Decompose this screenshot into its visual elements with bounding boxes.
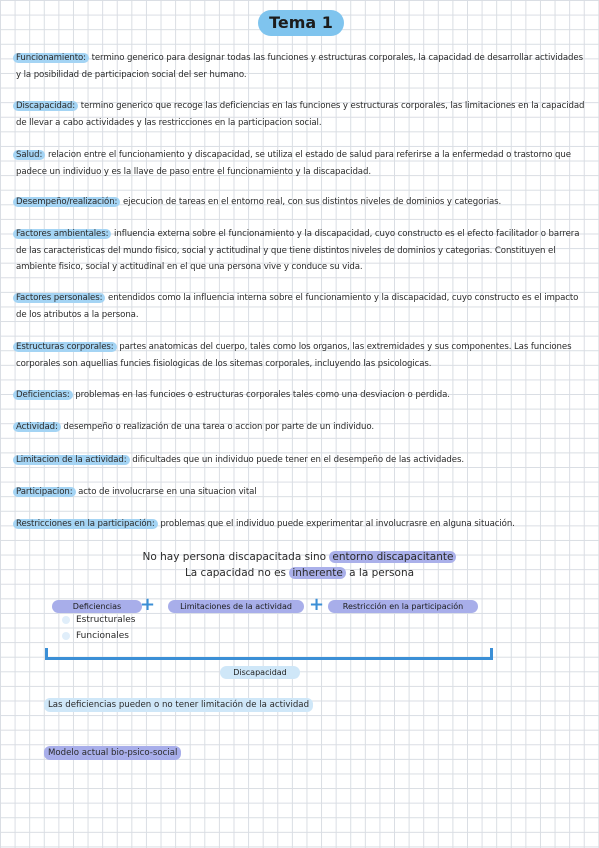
definition-actividad xyxy=(16,419,588,436)
bullet-label: Funcionales xyxy=(76,631,129,641)
diagram-box-restriccion: Restricción en la participación xyxy=(328,600,478,613)
definition-funcionamiento xyxy=(16,50,588,83)
term-label: Participacion: xyxy=(13,487,76,497)
definition-text: acto de involucrarse en una situacion vital xyxy=(75,487,257,497)
page-title: Tema 1 xyxy=(258,10,344,36)
term-label: Factores personales: xyxy=(13,293,105,303)
definition-participacion xyxy=(16,484,588,501)
definition-text: termino generico para designar todas las funciones y estructuras corporales, la capacidad de desarrollar actividades y la posibilidad de participacion social del ser humano. xyxy=(16,53,583,80)
quote-line-2 xyxy=(0,566,599,581)
definition-text: problemas que el individuo puede experimentar al involucrasre en alguna situación. xyxy=(157,519,515,529)
definition-factores-ambientales xyxy=(16,226,588,276)
definition-text: entendidos como la influencia interna sobre el funcionamiento y la discapacidad, cuyo constructo es el impacto de los atributos a la persona. xyxy=(16,293,579,320)
term-label: Desempeño/realización: xyxy=(13,197,120,207)
definition-deficiencias xyxy=(16,387,588,404)
term-label: Discapacidad: xyxy=(13,101,78,111)
definition-salud xyxy=(16,147,588,180)
definition-factores-personales xyxy=(16,290,588,323)
term-label: Estructuras corporales: xyxy=(13,342,117,352)
definition-text: partes anatomicas del cuerpo, tales como los organos, las extremidades y sus componentes. Las funciones corporales son aquellias funcies fisiologicas de los sitemas corporales, incluyendo las psicologicas. xyxy=(16,342,572,369)
diagram-box-deficiencias: Deficiencias xyxy=(52,600,142,613)
definition-text: influencia externa sobre el funcionamiento y la discapacidad, cuyo constructo es el efecto facilitador o barrera de las caracteristicas del mundo fisico, social y actitudinal y que tiene distintos niveles de dominios y categorias. Constituyen el ambiente fisico, social y actitudinal en el que una persona vive y conduce su vida. xyxy=(16,229,580,272)
definition-estructuras-corporales xyxy=(16,339,588,372)
term-label: Deficiencias: xyxy=(13,390,73,400)
quote-highlight: inherente xyxy=(289,567,345,579)
quote-highlight: entorno discapacitante xyxy=(329,551,456,563)
definition-text: termino generico que recoge las deficiencias en las funciones y estructuras corporales, las limitaciones en la capacidad de llevar a cabo actividades y las restricciones en la participacion social. xyxy=(16,101,585,128)
definition-discapacidad xyxy=(16,98,588,131)
plus-icon: + xyxy=(140,594,156,615)
term-label: Factores ambientales: xyxy=(13,229,111,239)
term-label: Restricciones en la participación: xyxy=(13,519,158,529)
diagram-result: Discapacidad xyxy=(220,666,300,679)
definition-text: desempeño o realización de una tarea o accion por parte de un individuo. xyxy=(60,422,375,432)
term-label: Salud: xyxy=(13,150,45,160)
bullet-estructurales xyxy=(62,614,135,627)
definition-desempeno xyxy=(16,194,588,211)
definition-text: ejecucion de tareas en el entorno real, con sus distintos niveles de dominios y categorias. xyxy=(120,197,502,207)
quote-text: La capacidad no es xyxy=(184,567,290,579)
brace-bracket xyxy=(45,648,493,660)
note-deficiencias: Las deficiencias pueden o no tener limitación de la actividad xyxy=(44,698,313,712)
definition-text: dificultades que un individuo puede tener en el desempeño de las actividades. xyxy=(129,455,464,465)
definition-limitacion xyxy=(16,452,588,469)
term-label: Limitacion de la actividad: xyxy=(13,455,130,465)
note-modelo: Modelo actual bio-psico-social xyxy=(44,746,181,760)
term-label: Actividad: xyxy=(13,422,61,432)
bullet-funcionales xyxy=(62,630,129,643)
plus-icon: + xyxy=(309,594,325,615)
definition-text: problemas en las funcioes o estructuras corporales tales como una desviacion o perdida. xyxy=(72,390,450,400)
quote-line-1 xyxy=(0,550,599,565)
term-label: Funcionamiento: xyxy=(13,53,89,63)
definition-restricciones xyxy=(16,516,588,533)
bullet-dot-icon xyxy=(62,616,70,624)
bullet-label: Estructurales xyxy=(76,615,136,625)
definition-text: relacion entre el funcionamiento y discapacidad, se utiliza el estado de salud para referirse a la enfermedad o trastorno que padece un individuo y es la llave de paso entre el funcionamiento y la discapacidad. xyxy=(16,150,571,177)
bullet-dot-icon xyxy=(62,632,70,640)
quote-text: No hay persona discapacitada sino xyxy=(142,551,330,563)
diagram-box-limitaciones: Limitaciones de la actividad xyxy=(168,600,304,613)
quote-text: a la persona xyxy=(345,567,415,579)
